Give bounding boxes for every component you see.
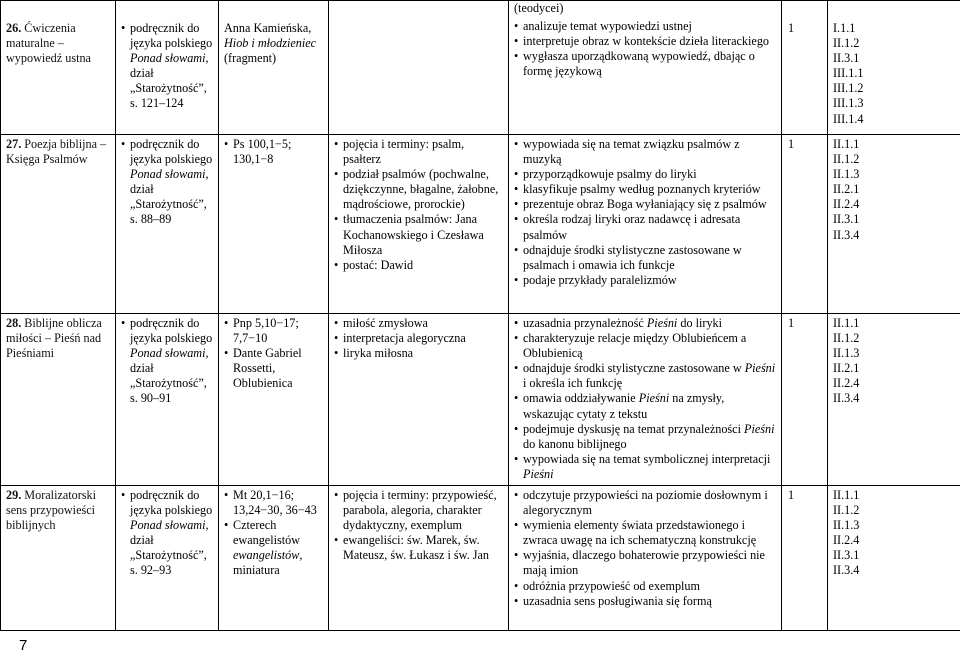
texts-list <box>224 137 323 167</box>
goal-item: • wygłasza uporządkowaną wypowiedź, dbając o formę językową <box>514 49 776 79</box>
requirement-code: II.1.1 <box>833 137 860 151</box>
italic-title: Pieśni <box>744 361 776 376</box>
goal-item: • prezentuje obraz Boga wyłaniający się z psalmów <box>514 197 776 212</box>
goal-item: • wypowiada się na temat symbolicznej interpretacji Pieśni <box>514 452 776 482</box>
textbook-line: s. 121–124 <box>130 96 184 111</box>
text-item: • Ps 100,1−5; 130,1−8 <box>224 137 323 167</box>
codes-cell <box>828 1 960 135</box>
text-part: , miniatura <box>233 548 303 578</box>
concept-item: • miłość zmysłowa <box>334 316 503 331</box>
textbook-line: „Starożytność”, <box>130 197 207 212</box>
concepts-cell <box>329 135 509 314</box>
requirement-code: II.3.1 <box>833 548 860 563</box>
goal-item: • odróżnia przypowieść od exemplum <box>514 579 776 594</box>
goal-item: • odnajduje środki stylistyczne zastosowane w Pieśni i określa ich funkcję <box>514 361 776 391</box>
concept-item: • postać: Dawid <box>334 258 503 273</box>
requirement-code: II.1.2 <box>833 36 860 51</box>
goals-cell <box>509 314 782 486</box>
concept-item: • tłumaczenia psalmów: Jana Kochanowskiego i Czesława Miłosza <box>334 212 503 257</box>
text-part: ewangelistów <box>233 548 300 563</box>
hours-cell: 1 <box>782 135 828 314</box>
lesson-title: Moralizatorski sens przypowieści biblijnych <box>6 488 97 533</box>
concept-item: • pojęcia i terminy: przypowieść, parabola, alegoria, charakter dydaktyczny, exemplum <box>334 488 503 533</box>
concept-item: • podział psalmów (pochwalne, dziękczynne, błagalne, żałobne, mądrościowe, prorockie) <box>334 167 503 212</box>
goal-item: • odczytuje przypowieści na poziomie dosłownym i alegorycznym <box>514 488 776 518</box>
lesson-number: 26. <box>6 21 25 35</box>
requirement-code: II.2.4 <box>833 376 860 391</box>
text-item: • Dante Gabriel Rossetti, Oblubienica <box>224 346 323 391</box>
goal-item: • przyporządkowuje psalmy do liryki <box>514 167 776 182</box>
textbook-line: s. 90–91 <box>130 391 172 406</box>
goal-item: • podaje przykłady paralelizmów <box>514 273 776 288</box>
requirement-code: II.2.1 <box>833 361 860 376</box>
requirement-code: II.3.1 <box>833 51 860 66</box>
requirement-code: II.1.3 <box>833 167 860 182</box>
goal-item: • określa rodzaj liryki oraz nadawcę i adresata psalmów <box>514 212 776 242</box>
italic-title: Pieśni <box>638 391 670 406</box>
textbook-item <box>121 137 213 228</box>
page-number: 7 <box>19 637 28 654</box>
textbook-line: dział <box>130 361 154 376</box>
goals-cell <box>509 1 782 135</box>
hours-cell: 1 <box>782 314 828 486</box>
requirement-code: III.1.2 <box>833 81 864 96</box>
textbook-line: Ponad słowami, <box>130 51 209 66</box>
requirement-code: II.2.4 <box>833 197 860 212</box>
requirement-code: II.1.2 <box>833 152 860 167</box>
textbook-line: dział <box>130 66 154 81</box>
table-row <box>1 135 960 314</box>
lesson-title: Poezja biblijna – Księga Psalmów <box>6 137 107 167</box>
requirement-code: II.3.1 <box>833 212 860 227</box>
requirement-code: II.3.4 <box>833 563 860 578</box>
textbook-line: Ponad słowami, <box>130 167 209 182</box>
requirement-code: II.1.2 <box>833 331 860 346</box>
codes-cell <box>828 135 960 314</box>
texts-list <box>224 488 323 579</box>
goal-item: • analizuje temat wypowiedzi ustnej <box>514 19 776 34</box>
text-line: Hiob i młodzieniec <box>224 36 317 51</box>
textbook-line: • podręcznik do języka polskiego <box>130 488 213 518</box>
goal-list <box>514 316 776 482</box>
textbook-line: „Starożytność”, <box>130 548 207 563</box>
concept-item: • ewangeliści: św. Marek, św. Mateusz, św. Łukasz i św. Jan <box>334 533 503 563</box>
goal-item: • uzasadnia sens posługiwania się formą <box>514 594 776 609</box>
hours-cell: 1 <box>782 1 828 135</box>
text-part: Czterech ewangelistów <box>233 518 301 548</box>
texts-cell <box>219 486 329 631</box>
table-row <box>1 314 960 486</box>
goal-list <box>514 488 776 609</box>
text-item: • Pnp 5,10−17; 7,7−10 <box>224 316 323 346</box>
goals-cell <box>509 486 782 631</box>
goal-item: • klasyfikuje psalmy według poznanych kryteriów <box>514 182 776 197</box>
textbook-cell <box>116 314 219 486</box>
concept-item: • liryka miłosna <box>334 346 503 361</box>
goal-item: • odnajduje środki stylistyczne zastosowane w psalmach i omawia ich funkcje <box>514 243 776 273</box>
goal-item: • uzasadnia przynależność Pieśni do liryki <box>514 316 776 331</box>
textbook-line: „Starożytność”, <box>130 81 207 96</box>
lesson-cell <box>1 486 116 631</box>
concept-item: • interpretacja alegoryczna <box>334 331 503 346</box>
goal-list <box>514 137 776 288</box>
textbook-line: • podręcznik do języka polskiego <box>130 137 213 167</box>
requirement-code: II.1.1 <box>833 316 860 330</box>
textbook-item <box>121 488 213 579</box>
textbook-line: dział <box>130 182 154 197</box>
goal-item: • omawia oddziaływanie Pieśni na zmysły, wskazując cytaty z tekstu <box>514 391 776 421</box>
requirement-code: I.1.1 <box>833 21 856 35</box>
text-item <box>224 518 323 578</box>
lesson-number: 29. <box>6 488 25 502</box>
goal-item: • wypowiada się na temat związku psalmów z muzyką <box>514 137 776 167</box>
requirement-code: II.2.4 <box>833 533 860 548</box>
textbook-line: • podręcznik do języka polskiego <box>130 316 213 346</box>
concepts-cell <box>329 486 509 631</box>
table-row <box>1 1 960 135</box>
lesson-cell <box>1 314 116 486</box>
concept-list <box>334 137 503 273</box>
textbook-list <box>121 488 213 579</box>
lesson-cell <box>1 135 116 314</box>
hours-cell: 1 <box>782 486 828 631</box>
requirement-code: III.1.4 <box>833 111 864 126</box>
goal-item: • charakteryzuje relacje między Oblubieńcem a Oblubienicą <box>514 331 776 361</box>
table-row <box>1 486 960 631</box>
textbook-cell <box>116 1 219 135</box>
lesson-number: 27. <box>6 137 25 151</box>
concept-item: • pojęcia i terminy: psalm, psałterz <box>334 137 503 167</box>
requirement-code: II.1.3 <box>833 346 860 361</box>
texts-list <box>224 316 323 391</box>
textbook-line: s. 92–93 <box>130 563 172 578</box>
concept-list <box>334 316 503 361</box>
textbook-line: Ponad słowami, <box>130 518 209 533</box>
text-line: Anna Kamieńska, <box>224 21 312 35</box>
goal-item: • interpretuje obraz w kontekście dzieła literackiego <box>514 34 776 49</box>
textbook-item <box>121 316 213 407</box>
codes-cell <box>828 486 960 631</box>
italic-title: Pieśni <box>523 466 554 481</box>
textbook-line: „Starożytność”, <box>130 376 207 391</box>
textbook-cell <box>116 135 219 314</box>
texts-cell <box>219 314 329 486</box>
goals-cell <box>509 135 782 314</box>
textbook-list <box>121 316 213 407</box>
requirement-code: II.1.3 <box>833 518 860 533</box>
lesson-title: Biblijne oblicza miłości – Pieśń nad Pieśniami <box>6 316 102 361</box>
textbook-list <box>121 137 213 228</box>
textbook-line: s. 88–89 <box>130 212 172 227</box>
requirement-code: II.3.4 <box>833 391 860 406</box>
italic-title: Pieśni <box>646 316 678 330</box>
textbook-line: dział <box>130 533 154 548</box>
goal-item: • podejmuje dyskusję na temat przynależności Pieśni do kanonu biblijnego <box>514 422 776 452</box>
lesson-number: 28. <box>6 316 25 330</box>
lesson-title: Ćwiczenia maturalne – wypowiedź ustna <box>6 21 91 66</box>
texts-cell <box>219 135 329 314</box>
concepts-cell <box>329 1 509 135</box>
requirement-code: III.1.3 <box>833 96 864 111</box>
text-item: • Mt 20,1−16; 13,24−30, 36−43 <box>224 488 323 518</box>
concept-list <box>334 488 503 563</box>
textbook-cell <box>116 486 219 631</box>
requirement-code: II.3.4 <box>833 227 860 242</box>
goal-item: • wyjaśnia, dlaczego bohaterowie przypowieści nie mają imion <box>514 548 776 578</box>
concepts-cell <box>329 314 509 486</box>
requirement-code: II.2.1 <box>833 182 860 197</box>
lesson-cell <box>1 1 116 135</box>
requirement-code: II.1.1 <box>833 488 860 502</box>
italic-title: Pieśni <box>744 421 775 436</box>
textbook-line: Ponad słowami, <box>130 346 209 361</box>
continued-header: (teodycei) <box>514 1 564 15</box>
textbook-line: • podręcznik do języka polskiego <box>130 21 213 51</box>
codes-cell <box>828 314 960 486</box>
goal-list <box>514 19 776 79</box>
goal-item: • wymienia elementy świata przedstawionego i zwraca uwagę na ich schematyczną konstrukcję <box>514 518 776 548</box>
text-line: (fragment) <box>224 51 277 66</box>
textbook-list <box>121 21 213 112</box>
requirement-code: II.1.2 <box>833 503 860 518</box>
requirement-code: III.1.1 <box>833 66 864 81</box>
textbook-item <box>121 21 213 112</box>
texts-cell <box>219 1 329 135</box>
